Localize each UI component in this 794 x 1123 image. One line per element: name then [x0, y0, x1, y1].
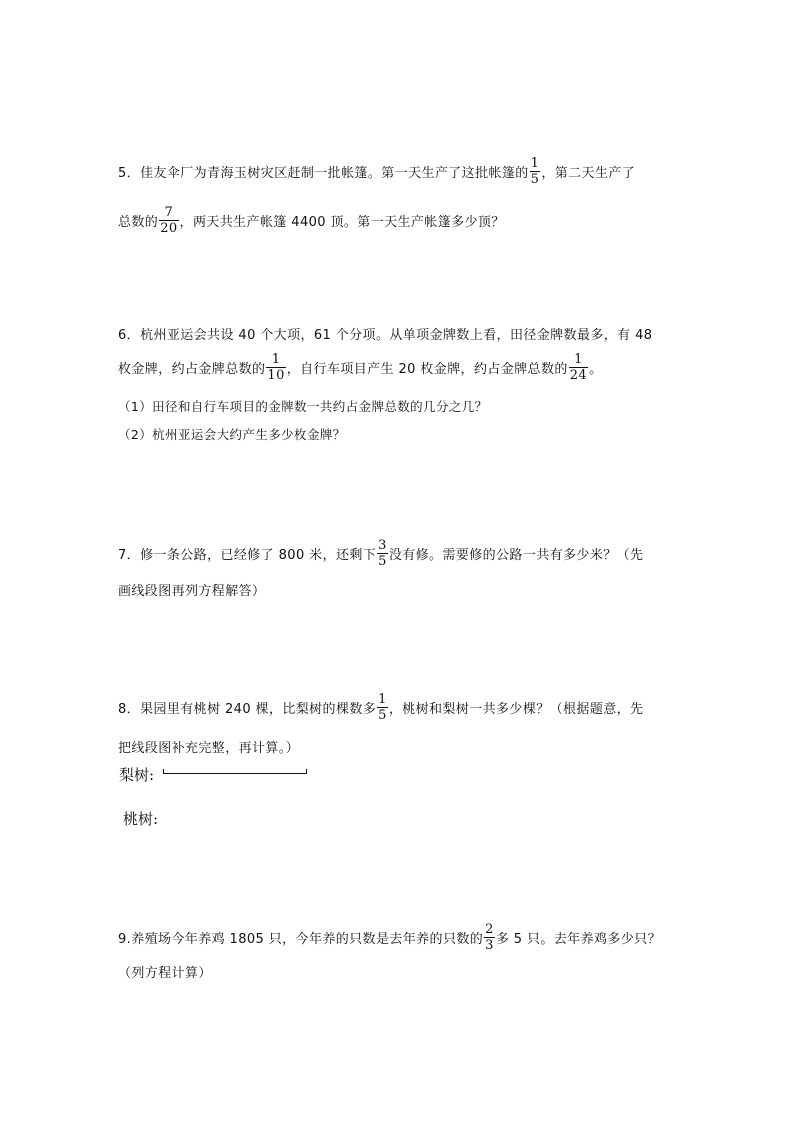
q5-fraction-2: $\frac{7}{20}$: [160, 205, 178, 236]
q8-text-2: 把线段图补充完整，再计算。）: [118, 741, 300, 756]
q7-line-2: [118, 580, 265, 599]
pear-tree-label: 梨树:: [119, 766, 155, 784]
q6-line-1: [118, 324, 652, 343]
pear-segment-right-tick: [306, 769, 307, 774]
q5-line-2: [118, 205, 505, 236]
q5-line-1: [118, 156, 635, 187]
q9-fraction-1: $\frac{2}{3}$: [485, 922, 494, 953]
q9-text-2: （列方程计算）: [118, 966, 212, 981]
q6-subquestion-2: （2）杭州亚运会大约产生多少枚金牌？: [118, 427, 346, 442]
q9-text-1a: 9.养殖场今年养鸡 1805 只，今年养的只数是去年养的只数的: [118, 932, 484, 947]
q6-fraction-2: $\frac{1}{24}$: [569, 352, 588, 383]
q9-line-2: [118, 962, 212, 981]
q6-text-2b: ，自行车项目产生 20 枚金牌，约占金牌总数的: [286, 362, 568, 377]
q7-fraction-1: $\frac{3}{5}$: [378, 538, 387, 569]
q6-text-2a: 枚金牌，约占金牌总数的: [118, 362, 266, 377]
q5-text-1a: 5．佳友伞厂为青海玉树灾区赶制一批帐篷。第一天生产了这批帐篷的: [118, 166, 529, 181]
q8-text-1b: ，桃树和梨树一共多少棵？（根据题意，先: [388, 702, 644, 717]
q5-text-2a: 总数的: [118, 215, 159, 230]
q8-fraction-1: $\frac{1}{5}$: [378, 692, 387, 723]
q7-text-1a: 7．修一条公路，已经修了 800 米，还剩下: [118, 548, 377, 563]
q7-text-1b: 没有修。需要修的公路一共有多少米？（先: [388, 548, 644, 563]
q6-line-2: [118, 352, 603, 383]
q6-fraction-1: $\frac{1}{10}$: [267, 352, 285, 383]
q8-line-1: [118, 692, 643, 723]
q6-subquestion-1: （1）田径和自行车项目的金牌数一共约占金牌总数的几分之几？: [118, 399, 488, 414]
q6-text-2c: 。: [589, 362, 603, 377]
q6-text-1: 6．杭州亚运会共设 40 个大项，61 个分项。从单项金牌数上看，田径金牌数最多，有 48: [118, 328, 653, 343]
peach-tree-label: 桃树:: [123, 810, 159, 828]
pear-segment-left-tick: [163, 769, 164, 774]
q5-fraction-1: $\frac{1}{5}$: [530, 156, 540, 187]
pear-segment-line: [163, 773, 307, 774]
q9-text-1b: 多 5 只。去年养鸡多少只？: [495, 932, 661, 947]
q9-line-1: [118, 922, 661, 953]
q7-line-1: [118, 538, 643, 569]
q8-line-2: [118, 737, 299, 756]
q8-text-1a: 8．果园里有桃树 240 棵，比梨树的棵数多: [118, 702, 377, 717]
q5-text-1b: ，第二天生产了: [541, 166, 636, 181]
q5-text-2b: ，两天共生产帐篷 4400 顶。第一天生产帐篷多少顶？: [179, 215, 505, 230]
q7-text-2: 画线段图再列方程解答）: [118, 584, 266, 599]
